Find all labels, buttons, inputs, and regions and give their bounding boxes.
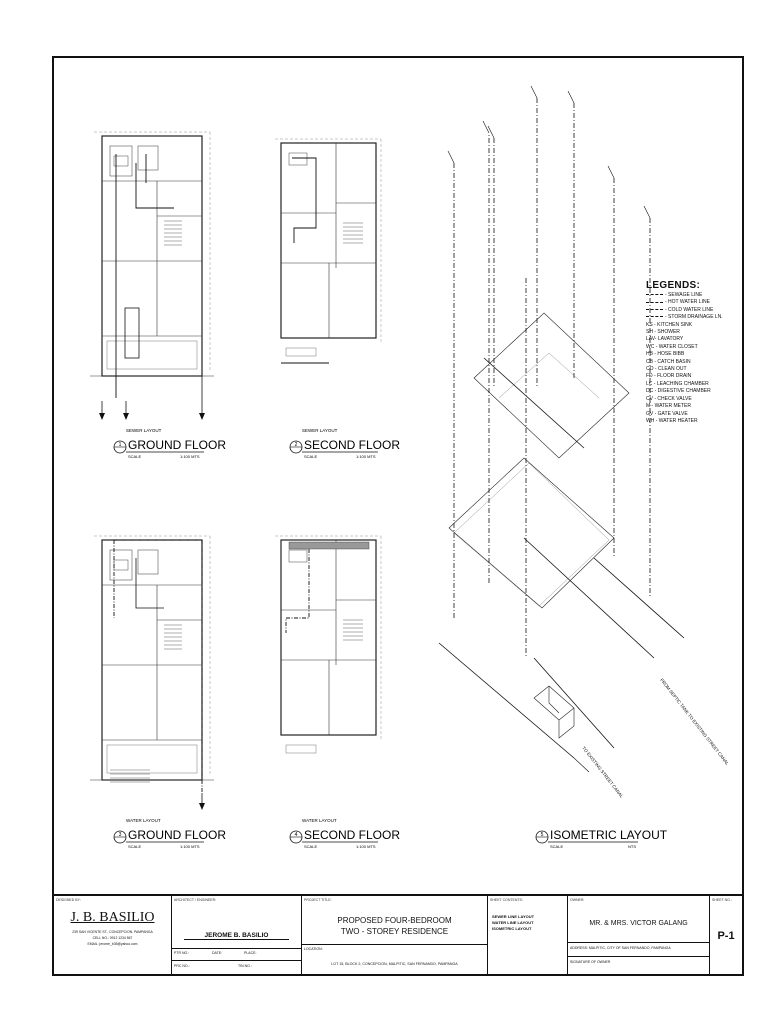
prc-label: PRC NO.: [174,964,190,968]
plan-caption-4 [290,818,400,849]
legend-item: LAV- LAVATORY [646,336,684,343]
plan-caption-5 [536,828,668,849]
title-block [54,894,742,974]
legend-item: FD - FLOOR DRAIN [646,373,692,380]
legend-item: HB - HOSE BIBB [646,351,685,358]
water-second-floor-plan [275,536,381,753]
plan-caption-3-num: 3 [118,832,122,838]
plan-caption-1-num: 1 [118,442,122,448]
legend-line-cold-water: - COLD WATER LINE [646,307,723,314]
legend-line-storm-drainage: - STORM DRAINAGE LN. [646,314,723,321]
plan-caption-1-sub: SEWER LAYOUT [126,428,162,433]
isometric-diagram [439,86,684,772]
drawing-area [54,58,742,894]
plan-caption-2-title: SECOND FLOOR [304,438,401,452]
legend-item: GV - GATE VALVE [646,410,688,417]
architect-name: JEROME B. BASILIO [184,932,289,940]
location-value: LOT 15, BLOCK 2, CONCEPCION, MALPITIC, SAN FERNANDO, PAMPANGA [331,962,458,966]
legend-item: WH - WATER HEATER [646,417,698,424]
plan-caption-4-scale-label: SCALE [304,844,318,849]
sheet-contents-1: SEWER LINE LAYOUT [492,914,535,919]
sewer-second-floor-plan [275,139,381,363]
legend-item: CO - CLEAN OUT [646,366,687,373]
owner-address-row [568,942,709,957]
designed-by-label: DESIGNED BY: [56,898,81,902]
designed-by-cell [54,896,172,974]
project-cell [302,896,488,974]
owner-label: OWNER: [570,898,585,902]
plan-caption-5-num: 5 [540,832,544,838]
sheet-contents-cell [488,896,568,974]
legend [646,280,723,425]
legend-line-hot-water: - HOT WATER LINE [646,299,723,306]
legend-item: CB - CATCH BASIN [646,358,691,365]
legend-item: WC - WATER CLOSET [646,343,698,350]
legend-item: DC - DIGESTIVE CHAMBER [646,388,711,395]
legend-line-sewage: - SEWAGE LINE [646,292,723,299]
legend-item: SH - SHOWER [646,329,680,336]
plan-caption-1-title: GROUND FLOOR [128,438,227,452]
sheet-contents-label: SHEET CONTENTS: [490,898,523,902]
designer-email: EMAIL: jerome_b35@yahoo.com [87,942,138,946]
plan-caption-4-scale: 1:100 MTS [356,844,376,849]
sheet-contents-2: WATER LINE LAYOUT [492,920,534,925]
prc-row [172,960,301,975]
owner-signature-label: SIGNATURE OF OWNER [570,960,611,964]
location-label: LOCATION: [304,947,323,951]
plan-caption-2-sub: SEWER LAYOUT [302,428,338,433]
owner-signature-row [568,956,709,975]
plan-caption-3-scale: 1:100 MTS [180,844,200,849]
place-label: PLACE: [244,951,257,955]
legend-item: CV - CHECK VALVE [646,395,692,402]
project-title-line2: TWO - STOREY RESIDENCE [340,927,449,936]
legend-item: KS - KITCHEN SINK [646,321,693,328]
project-label: PROJECT TITLE: [304,898,332,902]
owner-address: ADDRESS: MALPITIC, CITY OF SAN FERNANDO, PAMPANGA [570,946,671,950]
project-title-line1: PROPOSED FOUR-BEDROOM [337,916,452,925]
plan-caption-1 [114,428,226,459]
location-row [302,944,487,975]
designer-address: 239 SAN VICENTE ST., CONCEPCION, PAMPANGA [72,930,153,934]
plan-caption-3-scale-label: SCALE [128,844,142,849]
plan-caption-4-num: 4 [294,832,298,838]
plan-caption-5-title: ISOMETRIC LAYOUT [550,828,668,842]
architect-label: ARCHITECT / ENGINEER: [174,898,217,902]
iso-note-lower: TO EXISTING STREET CANAL [581,745,625,799]
drawing-sheet [52,56,744,976]
sheet-number-cell [710,896,742,974]
plan-caption-4-sub: WATER LAYOUT [302,818,337,823]
owner-cell [568,896,710,974]
sewer-ground-floor-plan [90,132,214,420]
plan-caption-2-scale: 1:100 MTS [356,454,376,459]
designer-cell: CELL NO.: 0912 1234 567 [92,936,133,940]
legend-title: LEGENDS: [646,280,701,291]
plan-caption-3-title: GROUND FLOOR [128,828,227,842]
plan-caption-5-scale: NTS [628,844,636,849]
sheet-number: P-1 [717,930,735,942]
water-ground-floor-plan [90,536,214,810]
plan-caption-2-num: 2 [294,442,298,448]
owner-name: MR. & MRS. VICTOR GALANG [589,920,688,927]
iso-note-upper: FROM SEPTIC TANK TO EXISTING STREET CANAL [659,677,730,767]
plan-caption-4-title: SECOND FLOOR [304,828,401,842]
plan-caption-3 [114,818,226,849]
legend-item: M - WATER METER [646,403,691,410]
plan-caption-2 [290,428,400,459]
plan-caption-1-scale: 1:100 MTS [180,454,200,459]
plan-caption-5-scale-label: SCALE [550,844,564,849]
tin-label: TIN NO.: [238,964,252,968]
plan-caption-1-scale-label: SCALE [128,454,142,459]
sheet-contents-3: ISOMETRIC LAYOUT [492,926,532,931]
sheet-number-label: SHEET NO.: [712,898,732,902]
legend-item: LC - LEACHING CHAMBER [646,380,709,387]
ptr-label: PTR NO.: [174,951,190,955]
date-label: DATE: [212,951,223,955]
plan-caption-2-scale-label: SCALE [304,454,318,459]
architect-cell [172,896,302,974]
plan-caption-3-sub: WATER LAYOUT [126,818,161,823]
designer-name: J. B. BASILIO [70,910,155,925]
